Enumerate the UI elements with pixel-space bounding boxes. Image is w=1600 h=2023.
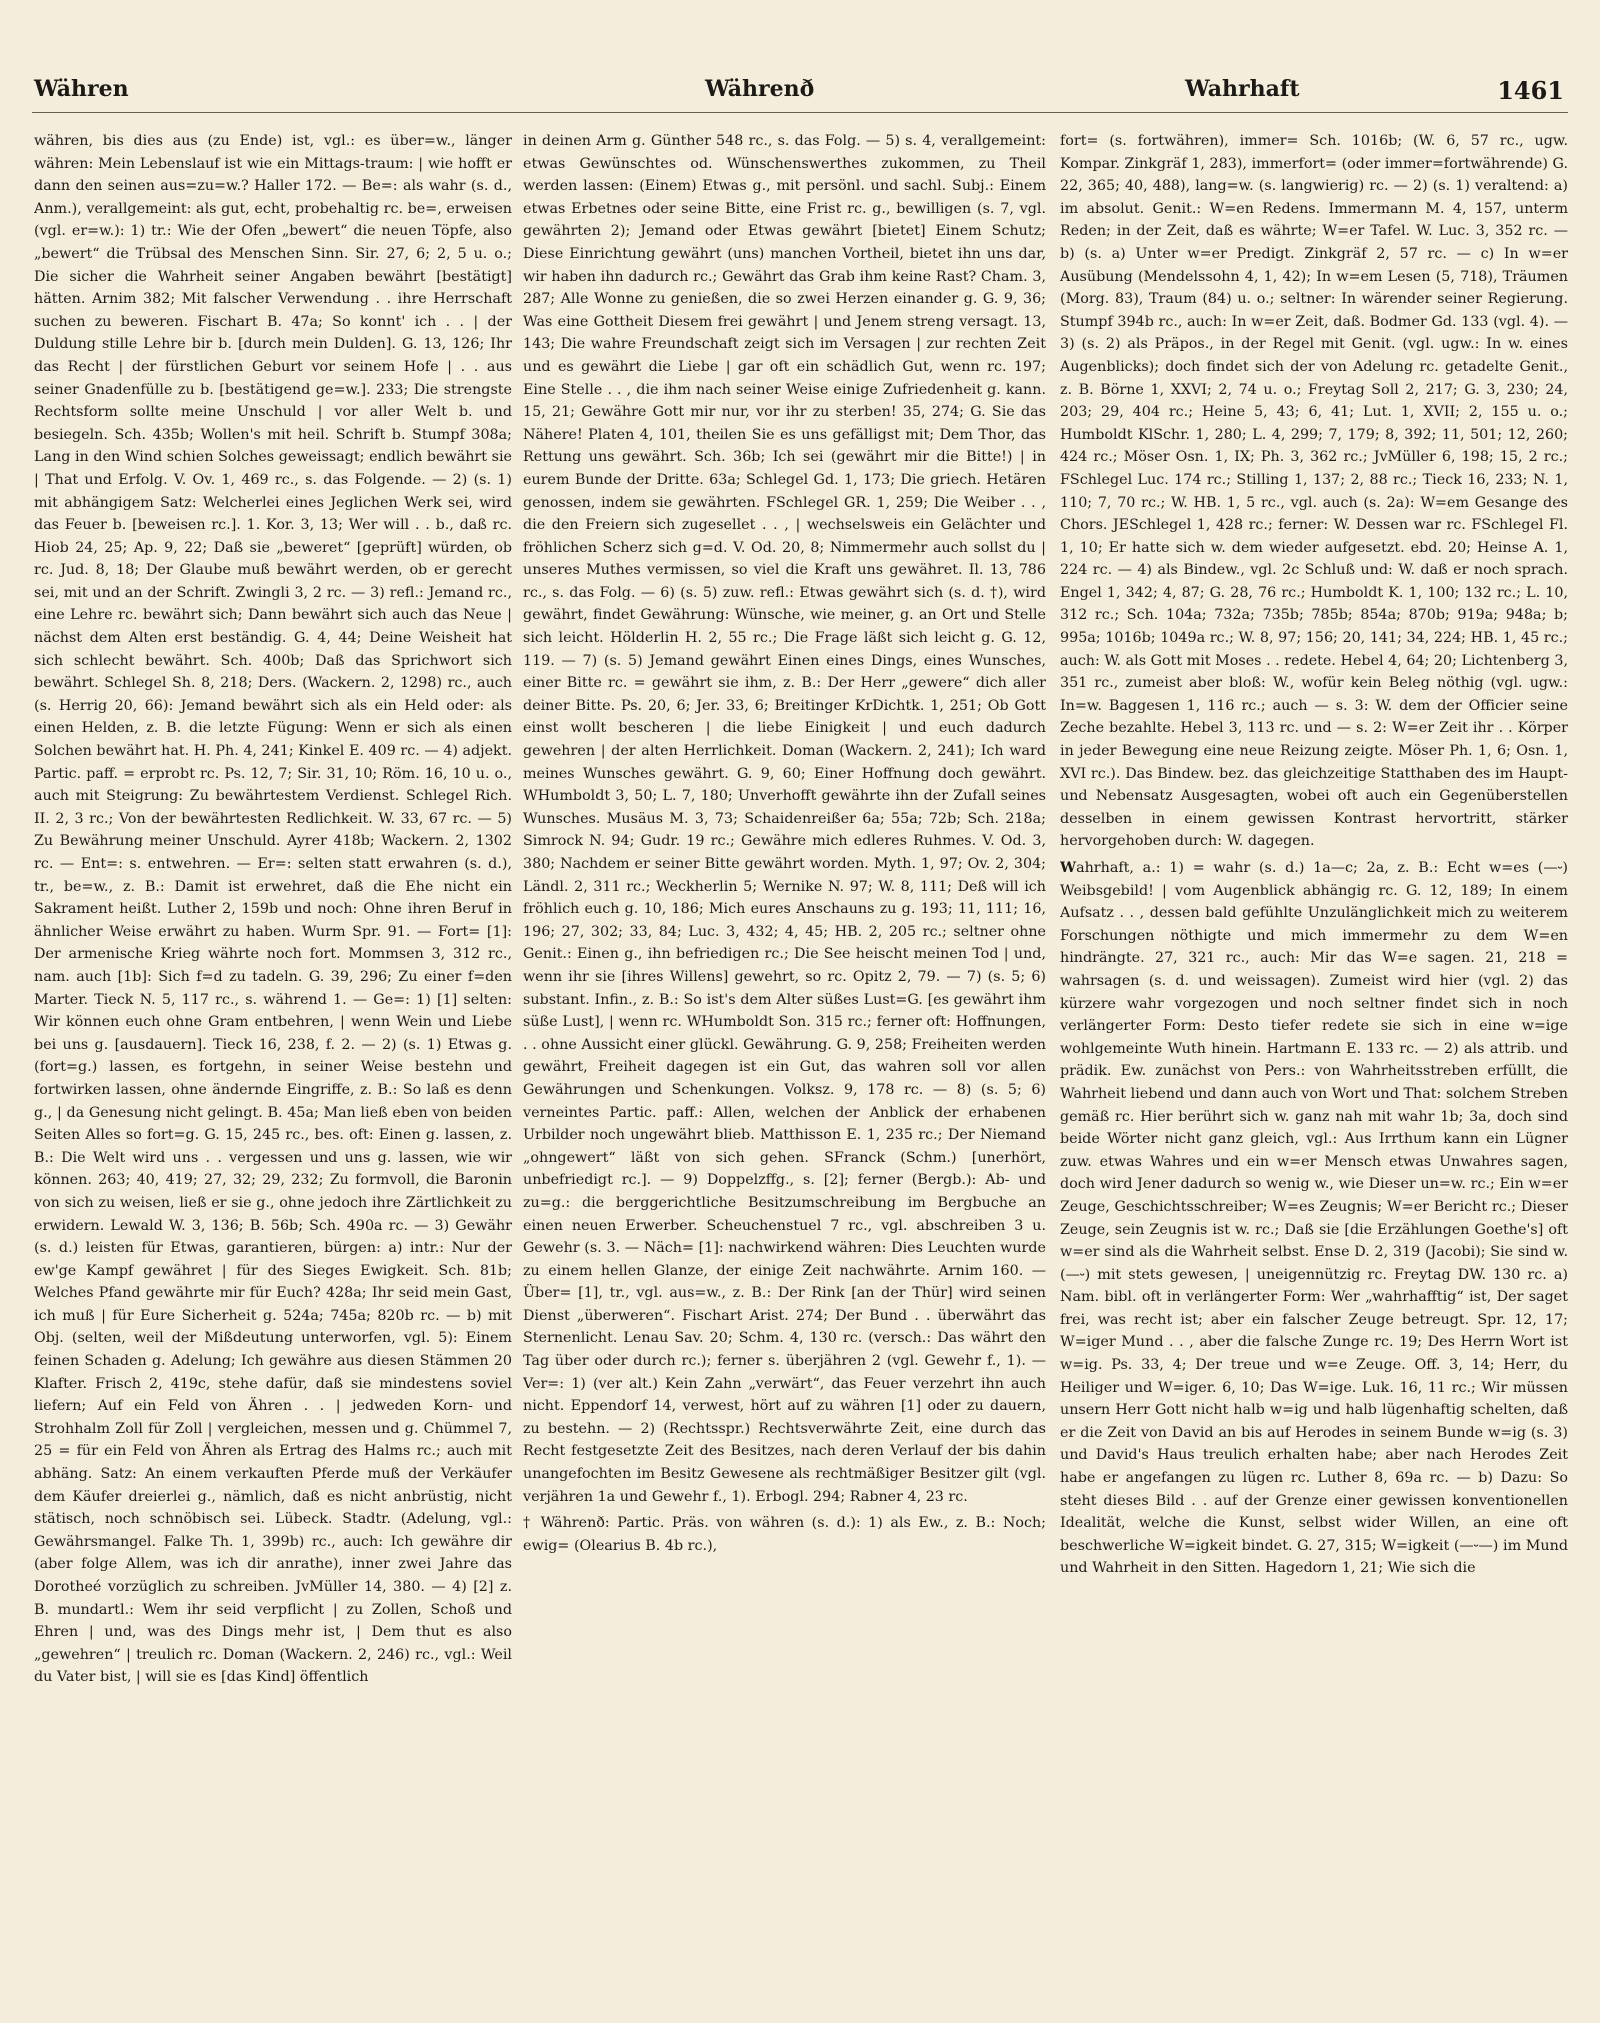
column-1-text: währen, bis dies aus (zu Ende) ist, vgl.: es über=w., länger währen: Mein Lebenslauf ist wie ein Mittags-traum: | wie hofft er dann den seinen aus=zu=w.? Haller 172. — Be=: als wahr (s. d., Anm.), verallgemeint: als gut, echt, probehaltig rc. be=, erweisen (vgl. er=w.): 1) tr.: Wie der Ofen „bewert“ die neuen Töpfe, also „bewert“ die Trübsal des Menschen Sinn. Sir. 27, 6; 2, 5 u. o.; Die sicher die Wahrheit seiner Angaben bewährt [bestätigt] hätten. Arnim 382; Mit falscher Verwendung . . ihre Herrschaft suchen zu beweren. Fischart B. 47a; So konnt' ich . . | der Duldung stille Lehre bir b. [durch mein Dulden]. G. 13, 126; Ihr das Recht | der fürstlichen Geburt vor seinem Hofe | . . aus seiner Gnadenfülle zu b. [bestätigend ge=w.]. 233; Die strengste Rechtsform sollte meine Unschuld | vor aller Welt b. und besiegeln. Sch. 435b; Wollen's mit heil. Schrift b. Stumpf 308a; Lang in den Wind schien Solches geweissagt; endlich bewährt sie | That und Erfolg. V. Ov. 1, 469 rc., s. das Folgende. — 2) (s. 1) mit abhängigem Satz: Welcherlei eines Jeglichen Werk sei, wird das Feuer b. [beweisen rc.]. 1. Kor. 3, 13; Wer will . . b., daß rc. Hiob 24, 25; Ap. 9, 22; Daß sie „beweret“ [geprüft] würden, ob rc. Jud. 8, 18; Der Glaube muß bewährt werden, ob er gerecht sei, mit und an der Schrift. Zwingli 3, 2 rc. — 3) refl.: Jemand rc., eine Lehre rc. bewährt sich; Dann bewährt sich auch das Neue | nächst dem Alten erst beständig. G. 4, 44; Deine Weisheit hat sich schlecht bewährt. Sch. 400b; Daß das Sprichwort sich bewährt. Schlegel Sh. 8, 218; Ders. (Wackern. 2, 1298) rc., auch (s. Herrig 20, 66): Jemand bewährt sich als ein Held oder: als einen Helden, z. B. die letzte Fügung: Wenn er sich als einen Solchen bewährt hat. H. Ph. 4, 241; Kinkel E. 409 rc. — 4) adjekt. Partic. paff. = erprobt rc. Ps. 12, 7; Sir. 31, 10; Röm. 16, 10 u. o., auch mit Steigrung: Zu bewährtestem Verdienst. Schlegel Rich. II. 2, 3 rc.; Von der bewährtesten Redlichkeit. W. 33, 67 rc. — 5) Zu Bewährung meiner Unschuld. Ayrer 418b; Wackern. 2, 1302 rc. — Ent=: s. entwehren. — Er=: selten statt erwahren (s. d.), tr., be=w., z. B.: Damit ist erwehret, daß die Ehe nicht ein Sakrament heißt. Luther 2, 159b und noch: Ohne ihren Beruf in ähnlicher Weise erwährt zu haben. Wurm Spr. 91. — Fort= [1]: Der armenische Krieg währte noch fort. Mommsen 3, 312 rc., nam. auch [1b]: Sich f=d zu tadeln. G. 39, 296; Zu einer f=den Marter. Tieck N. 5, 117 rc., s. während 1. — Ge=: 1) [1] selten: Wir können euch ohne Gram entbehren, | wenn Wein und Liebe bei uns g. [ausdauern]. Tieck 16, 238, f. 2. — 2) (s. 1) Etwas g. (fort=g.) lassen, es fortgehn, in seiner Weise bestehn und fortwirken lassen, ohne ändernde Eingriffe, z. B.: So laß es denn g., | da Genesung nicht gelingt. B. 45a; Man ließ eben von beiden Seiten Alles so fort=g. G. 15, 245 rc., bes. oft: Einen g. lassen, z. B.: Die Welt wird uns . . vergessen und uns g. lassen, wie wir können. 263; 40, 419; 27, 32; 29, 232; Zu formvoll, die Baronin von sich zu weisen, ließ er sie g., ohne jedoch ihre Zärtlichkeit zu erwidern. Lewald W. 3, 136; B. 56b; Sch. 490a rc. — 3) Gewähr (s. d.) leisten für Etwas, garantieren, bürgen: a) intr.: Nur der ew'ge Kampf gewähret | für des Sieges Ewigkeit. Sch. 81b; Welches Pfand gewährte mir für Euch? 428a; Ihr seid mein Gast, ich muß | für Eure Sicherheit g. 524a; 745a; 820b rc. — b) mit Obj. (selten, weil der Mißdeutung unterworfen, vgl. 5): Einem feinen Schaden g. Adelung; Ich gewähre aus diesen Stämmen 20 Klafter. Frisch 2, 419c, stehe dafür, daß sie mindestens soviel liefern; Auf ein Feld von Ähren . . | jedweden Korn- und Strohhalm Zoll für Zoll | vergleichen, messen und g. Chümmel 7, 25 = für ein Feld von Ähren als Ertrag des Halms rc.; auch mit abhäng. Satz: An einem verkauften Pferde muß der Verkäufer dem Käufer dreierlei g., nämlich, daß es nicht anbrüstig, nicht stätisch, noch schnöbisch sei. Lübeck. Stadtr. (Adelung, vgl.: Gewährsmangel. Falke Th. 1, 399b) rc., auch: Ich gewähre dir (aber folge Allem, was ich dir anrathe), inner zwei Jahre das Dorotheé vorzüglich zu schreiben. JvMüller 14, 380. — 4) [2] z. B. mundartl.: Wem ihr seid verpflicht | zu Zollen, Schoß und Ehren | und, was des Dings mehr ist, | Dem thut es also „gewehren“ | treulich rc. Doman (Wackern. 2, 246) rc., vgl.: Weil du Vater bist, | will sie es [das Kind] öffentlich: [34, 133, 512, 1686]
header-rule: [32, 112, 1568, 113]
column-3: [1060, 130, 1568, 2005]
column-1: [34, 130, 512, 2005]
header-left-word: Währen: [34, 76, 129, 102]
entry-wahrhaft: Wahrhaft, a.: 1) = wahr (s. d.) 1a—c; 2a, z. B.: Echt w=es (—⏑) Weibsgebild! | vom Augenblick abhängig rc. G. 12, 189; In einem Aufsatz . . , dessen bald gefühlte Unzulänglichkeit mich zu weiterem Forschungen nöthigte und mich immermehr zu dem W=en hindrängte. 27, 321 rc., auch: Mir das W=e sagen. 21, 218 = wahrsagen (s. d. und weissagen). Zumeist wird hier (vgl. 2) das kürzere wahr vorgezogen und noch seltner findet sich in noch verlängerter Form: Desto tiefer redete sie sich in eine w=ige wohlgemeinte Wuth hinein. Hartmann E. 133 rc. — 2) als attrib. und prädik. Ew. zunächst von Pers.: von Wahrheitsstreben erfüllt, die Wahrheit liebend und dann auch von Wort und That: solchem Streben gemäß rc. Hier berührt sich w. ganz nah mit wahr 1b; 3a, doch sind beide Wörter nicht ganz gleich, vgl.: Aus Irrthum kann ein Lügner zuw. etwas Wahres und ein w=er Mensch etwas Unwahres sagen, doch wird Jener dadurch so wenig w., wie Dieser un=w. rc.; Ein w=er Zeuge, Geschichtsschreiber; W=es Zeugnis; W=er Bericht rc.; Dieser Zeuge, sein Zeugnis ist w. rc.; Daß sie [die Erzählungen Goethe's] oft w=er sind als die Wahrheit selbst. Ense D. 2, 319 (Jacobi); Sie sind w. (—⏑) mit stets gewesen, | uneigennützig rc. Freytag DW. 130 rc. a) Nam. bibl. oft in verlängerter Form: Wer „wahrhafftig“ ist, Der saget frei, was recht ist; aber ein falscher Zeuge betreugt. Spr. 12, 17; W=iger Mund . . , aber die falsche Zunge rc. 19; Des Herrn Wort ist w=ig. Ps. 33, 4; Der treue und w=e Zeuge. Off. 3, 14; Herr, du Heiliger und W=iger. 6, 10; Das W=ige. Luk. 16, 11 rc.; Wir müssen unsern Herr Gott nicht halb w=ig und halb lügenhaftig schelten, daß er die Zeit von David an bis auf Herodes in seinem Bunde w=ig (s. 3) und David's Haus treulich erhalten habe; aber nach Herodes Zeit habe er angefangen zu lügen rc. Luther 8, 69a rc. — b) Dazu: So steht dieses Bild . . auf der Grenze einer gewissen konventionellen Idealität, welche die Kunst, selbst wider Willen, an eine oft beschwerliche W=igkeit bindet. G. 27, 315; W=igkeit (—⏑—) im Mund und Wahrheit in den Sitten. Hagedorn 1, 21; Wie sich die: [1060, 860, 1568, 1577]
header-center-word: Währenð: [705, 76, 815, 102]
running-header: [0, 76, 1600, 116]
page-number: 1461: [1497, 76, 1564, 105]
column-2: [523, 130, 1046, 2005]
column-3-text: fort= (s. fortwähren), immer= Sch. 1016b; (W. 6, 57 rc., ugw. Kompar. Zinkgräf 1, 283), immerfort= (oder immer=fortwährende) G. 22, 365; 40, 488), lang=w. (s. langwierig) rc. — 2) (s. 1) veraltend: a) im absolut. Genit.: W=en Redens. Immermann M. 4, 157, unterm Reden; in der Zeit, daß es währte; W=er Tafel. W. Luc. 3, 352 rc. — b) (s. a) Unter w=er Predigt. Zinkgräf 2, 57 rc. — c) In w=er Ausübung (Mendelssohn 4, 1, 42); In w=em Lesen (5, 718), Träumen (Morg. 83), Traum (84) u. o.; seltner: In wärender seiner Regierung. Stumpf 394b rc., auch: In w=er Zeit, daß. Bodmer Gd. 133 (vgl. 4). — 3) (s. 2) als Präpos., in der Regel mit Genit. (vgl. ugw.: In w. eines Augenblicks); doch findet sich der von Adelung rc. getadelte Genit., z. B. Börne 1, XXVI; 2, 74 u. o.; Freytag Soll 2, 217; G. 3, 230; 24, 203; 29, 404 rc.; Heine 5, 43; 6, 41; Lut. 1, XVII; 2, 155 u. o.; Humboldt KlSchr. 1, 280; L. 4, 299; 7, 179; 8, 392; 11, 501; 12, 260; 424 rc.; Möser Osn. 1, IX; Ph. 3, 362 rc.; JvMüller 6, 198; 15, 2 rc.; FSchlegel Luc. 174 rc.; Stilling 1, 137; 2, 88 rc.; Tieck 16, 233; N. 1, 110; 7, 70 rc.; W. HB. 1, 5 rc., vgl. auch (s. 2a): W=em Gesange des Chors. JESchlegel 1, 428 rc.; ferner: W. Dessen war rc. FSchlegel Fl. 1, 10; Er hatte sich w. dem wieder aufgesetzt. ebd. 20; Heinse A. 1, 224 rc. — 4) als Bindew., vgl. 2c Schluß und: W. daß er noch sprach. Engel 1, 342; 4, 87; G. 28, 76 rc.; Humboldt K. 1, 100; 132 rc.; L. 10, 312 rc.; Sch. 104a; 732a; 735b; 785b; 854a; 870b; 919a; 948a; b; 995a; 1016b; 1049a rc.; W. 8, 97; 156; 20, 141; 34, 224; HB. 1, 45 rc.; auch: W. als Gott mit Moses . . redete. Hebel 4, 64; 20; Lichtenberg 3, 351 rc., zumeist aber bloß: W., wofür kein Beleg nöthig (vgl. ugw.: In=w. Baggesen 1, 116 rc.; auch — s. 3: W. dem der Officier seine Zeche bezahlte. Hebel 3, 113 rc. und — s. 2: W=er Zeit ihr . . Körper in jeder Bewegung eine neue Reizung zeigte. Möser Ph. 1, 6; Osn. 1, XVI rc.). Das Bindew. bez. das gleichzeitige Statthaben des im Haupt- und Nebensatz Ausgesagten, wobei oft auch ein Gegenüberstellen desselben in einem gewissen Kontrast hervortritt, stärker hervorgehoben durch: W. dagegen.: [1060, 133, 1568, 850]
column-2-text: in deinen Arm g. Günther 548 rc., s. das Folg. — 5) s. 4, verallgemeint: etwas Gewünschtes od. Wünschenswerthes zukommen, zu Theil werden lassen: (Einem) Etwas g., mit persönl. und sachl. Subj.: Einem etwas Erbetnes oder seine Bitte, eine Frist rc. g., bewilligen (s. 7, vgl. gewährten 2); Jemand oder Etwas gewährt [bietet] Einem Schutz; Diese Einrichtung gewährt (uns) manchen Vortheil, bietet ihn uns dar, wir haben ihn dadurch rc.; Gewährt das Grab ihm keine Rast? Cham. 3, 287; Alle Wonne zu genießen, die so zwei Herzen einander g. G. 9, 36; Was eine Gottheit Diesem frei gewährt | und Jenem streng versagt. 13, 143; Die wahre Freundschaft zeigt sich im Versagen | zur rechten Zeit und es gewährt die Liebe | gar oft ein schädlich Gut, wenn rc. 197; Eine Stelle . . , die ihm nach seiner Weise einige Zufriedenheit g. kann. 15, 21; Gewähre Gott mir nur, vor ihr zu sterben! 35, 274; G. Sie das Nähere! Platen 4, 101, theilen Sie es uns gefälligst mit; Dem Thor, das Rettung uns gewährt. Sch. 36b; Ich sei (gewährt mir die Bitte!) | in eurem Bunde der Dritte. 63a; Schlegel Gd. 1, 173; Die griech. Hetären genossen, indem sie gewährten. FSchlegel GR. 1, 259; Die Weiber . . , die den Freiern sich zugesellet . . , | wechselsweis ein Gelächter und fröhlichen Scherz sich g=d. V. Od. 20, 8; Nimmermehr auch sollst du | unseres Muthes vermissen, so viel die Kraft uns gewähret. Il. 13, 786 rc., s. das Folg. — 6) (s. 5) zuw. refl.: Etwas gewährt sich (s. d. †), wird gewährt, findet Gewährung: Wünsche, wie meiner, g. an Ort und Stelle sich leicht. Hölderlin H. 2, 55 rc.; Die Frage läßt sich leicht g. G. 12, 119. — 7) (s. 5) Jemand gewährt Einen eines Dings, eines Wunsches, einer Bitte rc. = gewährt sie ihm, z. B.: Der Herr „gewere“ dich aller deiner Bitte. Ps. 20, 6; Jer. 33, 6; Breitinger KrDichtk. 1, 251; Ob Gott einst wollt bescheren | die liebe Einigkeit | und euch dadurch gewehren | der alten Herrlichkeit. Doman (Wackern. 2, 241); Ich ward meines Wunsches gewährt. G. 9, 60; Einer Hoffnung doch gewährt. WHumboldt 3, 50; L. 7, 180; Unverhofft gewährte ihn der Zufall seines Wunsches. Musäus M. 3, 73; Schaidenreißer 6a; 55a; 72b; Sch. 218a; Simrock N. 94; Gudr. 19 rc.; Gewähre mich edleres Ruhmes. V. Od. 3, 380; Nachdem er seiner Bitte gewährt worden. Myth. 1, 97; Ov. 2, 304; Ländl. 2, 311 rc.; Weckherlin 5; Wernike N. 97; W. 8, 111; Deß will ich fröhlich euch g. 10, 186; Mich eures Anschauns zu g. 193; 11, 111; 16, 196; 27, 302; 33, 84; Luc. 3, 432; 4, 45; HB. 2, 205 rc.; seltner ohne Genit.: Einen g., ihn befriedigen rc.; Die See heischt meinen Tod | und, wenn ihr sie [ihres Willens] gewehrt, so rc. Opitz 2, 79. — 7) (s. 5; 6) substant. Infin., z. B.: So ist's dem Alter süßes Lust=G. [es gewährt ihm süße Lust], | wenn rc. WHumboldt Son. 315 rc.; ferner oft: Hoffnungen, . . ohne Aussicht einer glückl. Gewährung. G. 9, 258; Freiheiten werden gewährt, Freiheit dagegen ist ein Gut, das wahren soll vor allen Gewährungen und Schenkungen. Volksz. 9, 178 rc. — 8) (s. 5; 6) verneintes Partic. paff.: Allen, welchen der Anblick der erhabenen Urbilder noch ungewährt blieb. Matthisson E. 1, 235 rc.; Der Niemand „ohngewert“ läßt von sich gehen. SFranck (Schm.) [unerhört, unbefriedigt rc.]. — 9) Doppelzffg., s. [2]; ferner (Bergb.): Ab- und zu=g.: die berggerichtliche Besitzumschreibung im Bergbuche an einen neuen Erwerber. Scheuchenstuel 7 rc., vgl. abschreiben 3 u. Gewehr (s. 3. — Näch= [1]: nachwirkend währen: Dies Leuchten wurde zu einem hellen Glanze, der einige Zeit nachwährte. Arnim 160. — Über= [1], tr., vgl. aus=w., z. B.: Der Rink [an der Thür] wird seinen Dienst „überweren“. Fischart Arist. 274; Der Bund . . überwährt das Sternenlicht. Lenau Sav. 20; Schm. 4, 130 rc. (versch.: Das währt den Tag über oder durch rc.); ferner s. überjähren 2 (vgl. Gewehr f., 1). — Ver=: 1) (ver alt.) Kein Zahn „verwärt“, das Feuer verzehrt ihn auch nicht. Eppendorf 14, verwest, hört auf zu währen [1] oder zu dauern, zu bestehn. — 2) (Rechtsspr.) Rechtsverwährte Zeit, eine durch das Recht festgesetzte Zeit des Besitzes, nach deren Verlauf der bis dahin unangefochten im Besitz Gewesene als rechtmäßiger Besitzer gilt (vgl. verjähren 1a und Gewehr f., 1). Erbogl. 294; Rabner 4, 23 rc.: [523, 133, 1046, 1505]
entry-waehrend: † Währenð: Partic. Präs. von währen (s. d.): 1) als Ew., z. B.: Noch; ewig= (Olearius B. 4b rc.),: [523, 1515, 1046, 1554]
header-right-word: Wahrhaft: [1185, 76, 1300, 102]
